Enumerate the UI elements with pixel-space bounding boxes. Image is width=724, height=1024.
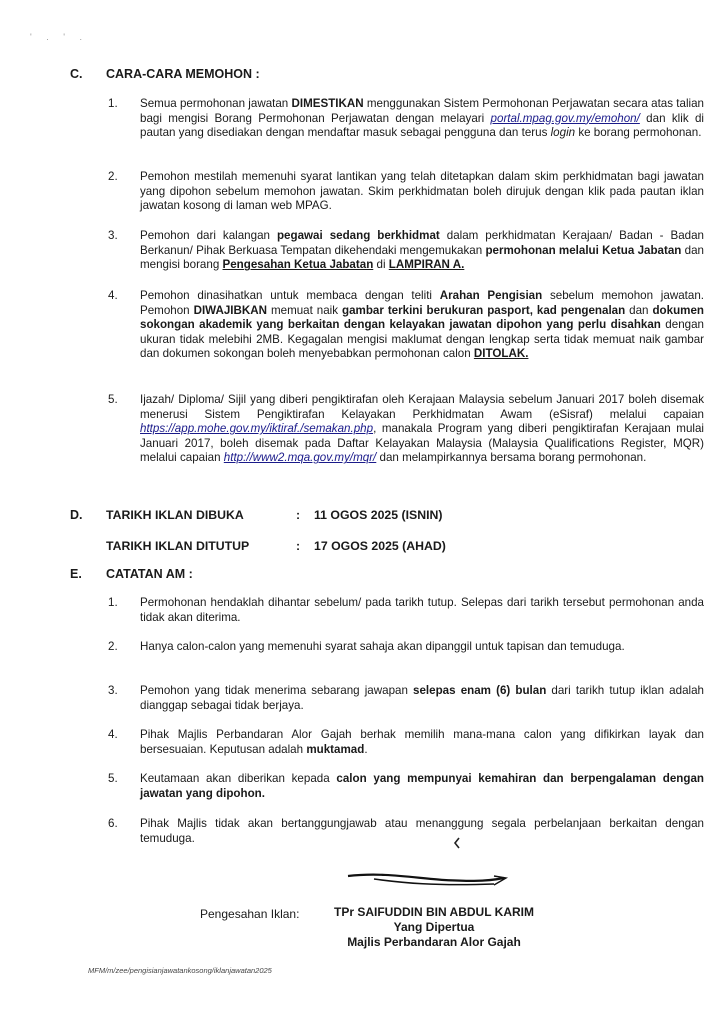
- item-text: Permohonan hendaklah dihantar sebelum/ pada tarikh tutup. Selepas dari tarikh tersebut permohonan anda tidak akan diterima.: [140, 596, 704, 624]
- item-text: Pihak Majlis Perbandaran Alor Gajah berhak memilih mana-mana calon yang difikirkan layak dan bersesuaian. Keputusan adalah muktamad.: [140, 728, 704, 756]
- list-item: [108, 684, 704, 713]
- list-item: [108, 393, 704, 466]
- item-number: 2.: [108, 640, 118, 653]
- item-text: Semua permohonan jawatan DIMESTIKAN menggunakan Sistem Permohonan Perjawatan secara atas talian bagi mengisi Borang Permohonan Perjawatan dengan melayari portal.mpag.gov.my/emohon/ dan klik di pautan yang disediakan dengan mendaftar masuk sebagai pengguna dan terus login ke borang permohonan.: [140, 97, 704, 140]
- item-text: Pemohon yang tidak menerima sebarang jawapan selepas enam (6) bulan dari tarikh tutup iklan adalah dianggap sebagai tidak berjaya.: [140, 684, 705, 712]
- section-letter: D.: [70, 508, 83, 522]
- colon: :: [296, 508, 301, 522]
- list-item: [108, 640, 704, 655]
- signature-scribble: [344, 866, 514, 896]
- item-text: Pihak Majlis tidak akan bertanggungjawab atau menanggung segala perbelanjaan berkaitan dengan temuduga.: [140, 817, 704, 845]
- signatory-name: TPr SAIFUDDIN BIN ABDUL KARIM: [334, 905, 534, 919]
- item-text: Keutamaan akan diberikan kepada calon yang mempunyai kemahiran dan berpengalaman dengan jawatan yang dipohon.: [140, 772, 704, 800]
- item-number: 5.: [108, 393, 118, 406]
- item-number: 2.: [108, 170, 118, 183]
- list-item: [108, 817, 704, 846]
- close-date-label: TARIKH IKLAN DITUTUP: [106, 539, 250, 553]
- list-item: [108, 772, 704, 801]
- item-text: Hanya calon-calon yang memenuhi syarat sahaja akan dipanggil untuk tapisan dan temuduga.: [140, 640, 625, 653]
- item-number: 5.: [108, 772, 118, 785]
- item-text: Pemohon dari kalangan pegawai sedang berkhidmat dalam perkhidmatan Kerajaan/ Badan - Badan Berkanun/ Pihak Berkuasa Tempatan dikehendaki mengemukakan permohonan melalui Ketua Jabatan dan mengisi borang Pengesahan Ketua Jabatan di LAMPIRAN A.: [140, 229, 704, 272]
- signatory-organisation: Majlis Perbandaran Alor Gajah: [347, 935, 521, 949]
- item-text: Ijazah/ Diploma/ Sijil yang diberi pengiktirafan oleh Kerajaan Malaysia sebelum Januari 2017 boleh disemak menerusi Sistem Pengiktirafan Kelayakan Perkhidmatan Awam (eSisraf) melalui capaian https://app.mohe.gov.my/iktiraf./semakan.php, manakala Program yang diberi pengiktirafan Kerajaan mulai Januari 2017, boleh disemak pada Daftar Kelayakan Malaysia (Malaysia Qualifications Register, MQR) melalui capaian http://www2.mqa.gov.my/mqr/ dan melampirkannya bersama borang permohonan.: [140, 393, 704, 465]
- item-number: 6.: [108, 817, 118, 830]
- esisraf-link[interactable]: https://app.mohe.gov.my/iktiraf./semakan.php: [140, 422, 374, 436]
- signature-label: Pengesahan Iklan:: [200, 907, 300, 921]
- close-date-value: 17 OGOS 2025 (AHAD): [314, 539, 446, 553]
- mqr-link[interactable]: http://www2.mqa.gov.my/mqr/: [223, 451, 377, 465]
- list-item: [108, 229, 704, 273]
- open-date-label: TARIKH IKLAN DIBUKA: [106, 508, 244, 522]
- open-date-value: 11 OGOS 2025 (ISNIN): [314, 508, 443, 522]
- list-item: [108, 97, 704, 141]
- list-item: [108, 728, 704, 757]
- item-number: 1.: [108, 596, 118, 609]
- item-number: 1.: [108, 97, 118, 110]
- list-item: [108, 596, 704, 625]
- corner-marks: ' . ' .: [30, 32, 88, 42]
- section-letter: C.: [70, 67, 83, 81]
- section-letter: E.: [70, 567, 82, 581]
- signatory-position: Yang Dipertua: [393, 920, 475, 934]
- footer-reference: MFM/m/zee/pengisianjawatankosong/iklanjawatan2025: [88, 966, 272, 975]
- item-text: Pemohon dinasihatkan untuk membaca dengan teliti Arahan Pengisian sebelum memohon jawatan. Pemohon DIWAJIBKAN memuat naik gambar terkini berukuran pasport, kad pengenalan dan dokumen sokongan akademik yang berkaitan dengan kelayakan jawatan dipohon yang perlu disahkan dengan ukuran tidak melebihi 2MB. Kegagalan mengisi maklumat dengan lengkap serta tidak memuat naik gambar dan dokumen sokongan boleh menyebabkan permohonan calon DITOLAK.: [140, 289, 704, 361]
- list-item: [108, 170, 704, 214]
- handwritten-mark: [452, 836, 462, 850]
- colon: :: [296, 539, 301, 553]
- item-text: Pemohon mestilah memenuhi syarat lantikan yang telah ditetapkan dalam skim perkhidmatan bagi jawatan yang dipohon sebelum memohon jawatan. Skim perkhidmatan boleh dirujuk dengan klik pada pautan iklan jawatan kosong di laman web MPAG.: [140, 170, 704, 213]
- list-item: [108, 289, 704, 362]
- item-number: 3.: [108, 229, 118, 242]
- emohon-link[interactable]: portal.mpag.gov.my/emohon/: [490, 111, 640, 125]
- section-title: CATATAN AM :: [106, 567, 193, 581]
- section-title: CARA-CARA MEMOHON :: [106, 67, 260, 81]
- item-number: 3.: [108, 684, 118, 697]
- signatory-block: [328, 905, 540, 950]
- item-number: 4.: [108, 728, 118, 741]
- item-number: 4.: [108, 289, 118, 302]
